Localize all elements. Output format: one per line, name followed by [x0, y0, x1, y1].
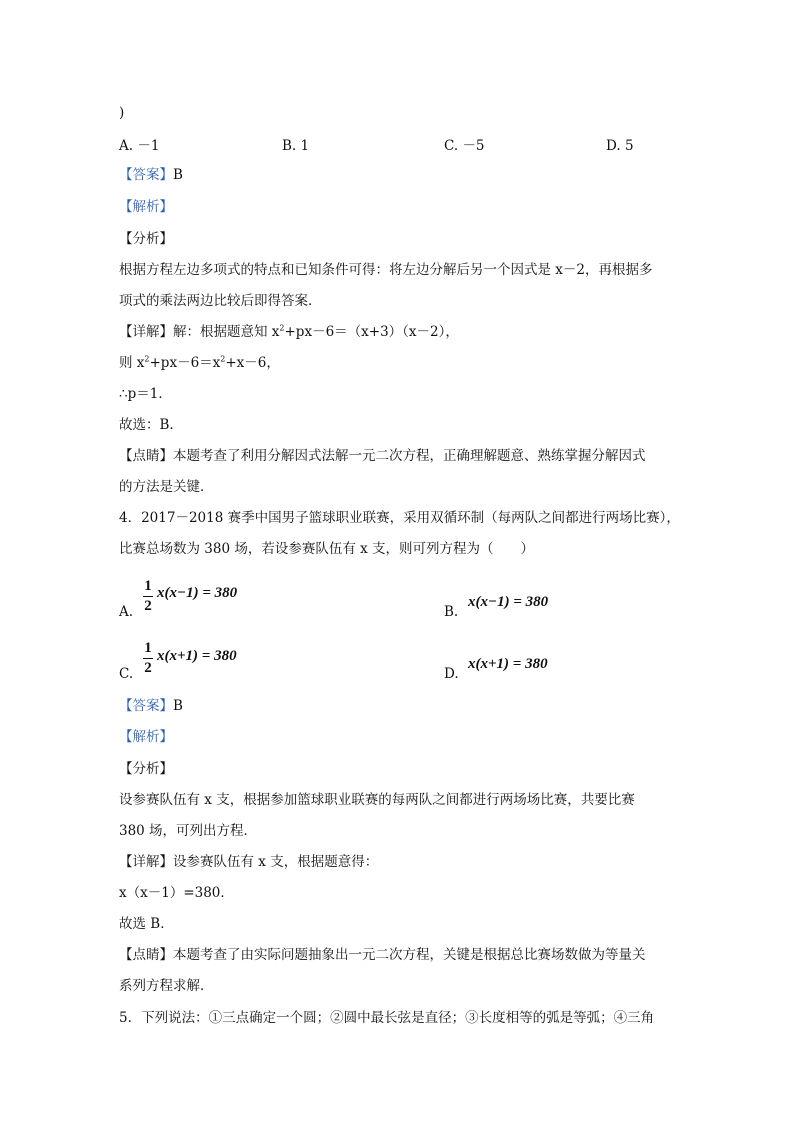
q4-option-d-label: D.: [444, 666, 459, 682]
q4-answer: [119, 696, 183, 716]
option-label: A.: [119, 138, 134, 154]
q4-fenxi-line2: 380 场，可列出方程．: [119, 823, 258, 839]
fraction-bar: [143, 596, 153, 597]
q3-detail: [119, 322, 459, 342]
fraction-bar: [143, 658, 153, 659]
q4-option-c-fraction: [143, 640, 153, 677]
answer-value: B: [173, 698, 183, 714]
q3-fenxi-line2: 项式的乘法两边比较后即得答案．: [119, 293, 322, 309]
q3-analysis-heading: [119, 197, 173, 217]
detail-tag: 【详解】: [119, 854, 173, 870]
detail-tag: 【详解】: [119, 324, 173, 340]
option-value: 1: [300, 138, 310, 154]
fraction-denominator: 2: [144, 598, 152, 614]
q4-option-d-equation: x(x+1) = 380: [468, 656, 548, 672]
q4-comment-line2: 系列方程求解．: [119, 978, 214, 994]
q4-stem-line1: 4．2017－2018 赛季中国男子篮球职业联赛，采用双循环制（每两队之间都进行两场比赛），: [119, 510, 680, 526]
q4-detail: [119, 852, 378, 872]
q3-fenxi-heading: [119, 229, 173, 249]
step-text: +px－6＝x: [149, 355, 221, 371]
option-label: C.: [444, 138, 459, 154]
q3-option-d: [606, 136, 634, 156]
q4-option-a-label: A.: [119, 604, 134, 620]
comment-tag: 【点睛】: [119, 448, 173, 464]
analysis-tag: 【解析】: [119, 729, 173, 745]
comment-tag: 【点睛】: [119, 947, 173, 963]
q4-equation: x（x－1）=380．: [119, 885, 234, 901]
q3-fenxi-line1: 根据方程左边多项式的特点和已知条件可得：将左边分解后另一个因式是 x－2，再根据多: [119, 262, 653, 278]
analysis-tag: 【解析】: [119, 199, 173, 215]
fraction-denominator: 2: [144, 660, 152, 676]
superscript: 2: [144, 354, 150, 364]
fraction-numerator: 1: [144, 578, 152, 594]
q5-stem-line1: 5．下列说法：①三点确定一个圆；②圆中最长弦是直径；③长度相等的弧是等弧；④三角: [119, 1010, 655, 1026]
q3-step-c: [119, 353, 280, 373]
q3-answer: [119, 165, 183, 185]
comment-text: 本题考查了利用分解因式法解一元二次方程，正确理解题意、熟练掌握分解因式: [173, 448, 646, 464]
q4-choose: 故选 B．: [119, 916, 174, 932]
fenxi-tag: 【分析】: [119, 231, 173, 247]
q4-option-a-equation: x(x−1) = 380: [157, 585, 238, 601]
step-text: 则 x: [119, 355, 145, 371]
q3-comment-line1: [119, 446, 646, 466]
answer-tag: 【答案】: [119, 698, 173, 714]
q3-option-b: [282, 136, 309, 156]
q4-fenxi-heading: [119, 759, 173, 779]
q4-analysis-heading: [119, 727, 173, 747]
q4-stem-line2: 比赛总场数为 380 场，若设参赛队伍有 x 支，则可列方程为（ ）: [119, 541, 535, 557]
comment-text: 本题考查了由实际问题抽象出一元二次方程，关键是根据总比赛场数做为等量关: [173, 947, 646, 963]
q4-option-a-fraction: [143, 578, 153, 615]
q3-step-d: ∴p＝1．: [119, 386, 172, 402]
answer-value: B: [173, 167, 183, 183]
q4-option-b-label: B.: [444, 604, 459, 620]
detail-text: 设参赛队伍有 x 支，根据题意得：: [173, 854, 379, 870]
superscript: 2: [220, 354, 226, 364]
option-value: －1: [137, 138, 160, 154]
fraction-numerator: 1: [144, 640, 152, 656]
option-label: D.: [606, 138, 621, 154]
step-text: +x－6，: [225, 355, 280, 371]
q3-stem-tail: ): [119, 105, 125, 121]
fenxi-tag: 【分析】: [119, 761, 173, 777]
superscript: 2: [279, 323, 285, 333]
detail-text-a: 解：根据题意知 x: [173, 324, 280, 340]
q4-option-c-label: C.: [119, 666, 134, 682]
option-value: 5: [624, 138, 634, 154]
q4-option-b-equation: x(x−1) = 380: [468, 594, 549, 610]
q3-option-c: [444, 136, 485, 156]
option-value: －5: [462, 138, 485, 154]
detail-text-b: +px－6＝（x+3）（x－2），: [284, 324, 459, 340]
answer-tag: 【答案】: [119, 167, 173, 183]
q3-option-a: [119, 136, 159, 156]
q4-fenxi-line1: 设参赛队伍有 x 支，根据参加篮球职业联赛的每两队之间都进行两场场比赛，共要比赛: [119, 792, 635, 808]
q3-comment-line2: 的方法是关键．: [119, 479, 214, 495]
q4-comment-line1: [119, 945, 646, 965]
option-label: B.: [282, 138, 297, 154]
q4-option-c-equation: x(x+1) = 380: [157, 648, 237, 664]
q3-step-e: 故选：B．: [119, 417, 183, 433]
